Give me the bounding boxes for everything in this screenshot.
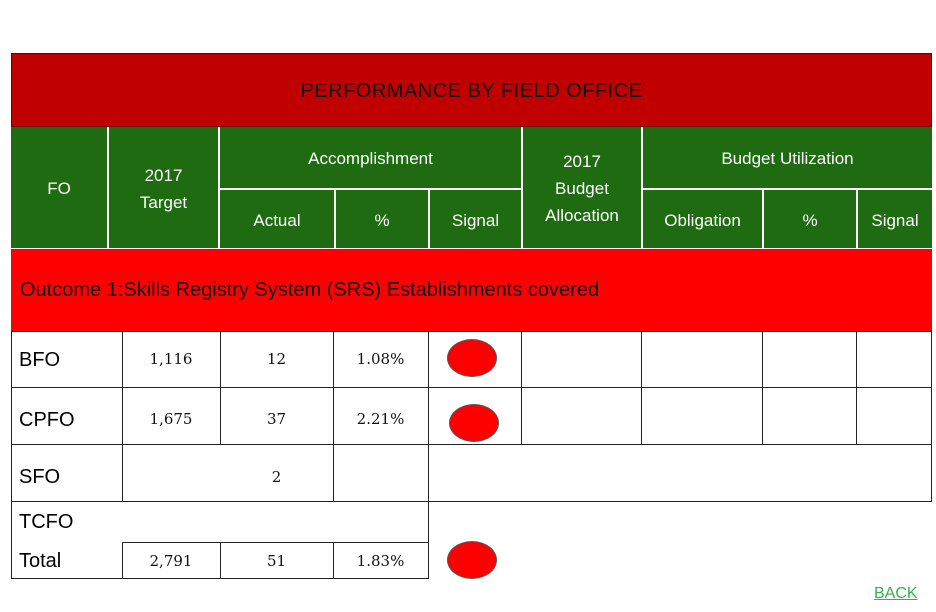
header-percent: % <box>374 211 390 230</box>
signal-red-icon <box>447 339 497 377</box>
row-divider <box>11 501 932 502</box>
row-divider <box>11 578 429 579</box>
percent-value: 1.08% <box>356 350 405 368</box>
actual-value: 37 <box>266 410 287 428</box>
fo-name: CPFO <box>19 409 75 431</box>
target-value: 2,791 <box>149 552 193 570</box>
col-divider <box>931 331 932 501</box>
header-bu-signal: Signal <box>871 211 919 230</box>
header-divider <box>218 188 521 190</box>
fo-name: SFO <box>19 466 61 488</box>
col-divider <box>641 331 642 444</box>
fo-name: Total <box>19 550 62 572</box>
fo-name: TCFO <box>19 511 74 533</box>
signal-red-icon <box>449 404 499 442</box>
header-signal: Signal <box>451 211 500 230</box>
header-fo: FO <box>47 179 71 198</box>
row-divider <box>122 542 429 543</box>
target-value: 1,675 <box>149 410 193 428</box>
col-divider <box>762 331 763 444</box>
actual-value: 51 <box>266 552 287 570</box>
header-budget-line3: Allocation <box>545 206 619 225</box>
actual-value: 2 <box>271 468 282 486</box>
page-title: PERFORMANCE BY FIELD OFFICE <box>300 79 643 102</box>
header-target-line1: 2017 <box>144 166 183 185</box>
row-divider <box>11 331 932 332</box>
header-budget-utilization: Budget Utilization <box>721 149 854 168</box>
col-divider <box>856 331 857 444</box>
percent-value: 2.21% <box>356 410 405 428</box>
page-title-band <box>11 53 932 127</box>
row-divider <box>11 387 932 388</box>
header-divider <box>641 188 932 190</box>
actual-value: 12 <box>266 350 287 368</box>
header-accomplishment: Accomplishment <box>308 149 433 168</box>
header-budget-allocation <box>523 148 641 229</box>
outcome-label: Outcome 1:Skills Registry System (SRS) Establishments covered <box>20 278 600 301</box>
header-target-line2: Target <box>139 193 188 212</box>
signal-red-icon <box>447 541 497 579</box>
col-divider <box>521 331 522 444</box>
table-header <box>11 127 932 248</box>
col-divider <box>428 331 429 578</box>
fo-name: BFO <box>19 349 61 371</box>
outcome-banner <box>11 249 932 331</box>
back-link[interactable]: BACK <box>874 585 918 602</box>
header-bu-percent: % <box>802 211 818 230</box>
col-divider <box>11 331 12 578</box>
header-budget-line2: Budget <box>555 179 609 198</box>
target-value: 1,116 <box>149 350 193 368</box>
header-obligation: Obligation <box>664 211 741 230</box>
header-budget-line1: 2017 <box>563 152 601 171</box>
header-actual: Actual <box>253 211 301 230</box>
percent-value: 1.83% <box>356 552 405 570</box>
row-divider <box>11 444 932 445</box>
header-target <box>109 162 218 216</box>
